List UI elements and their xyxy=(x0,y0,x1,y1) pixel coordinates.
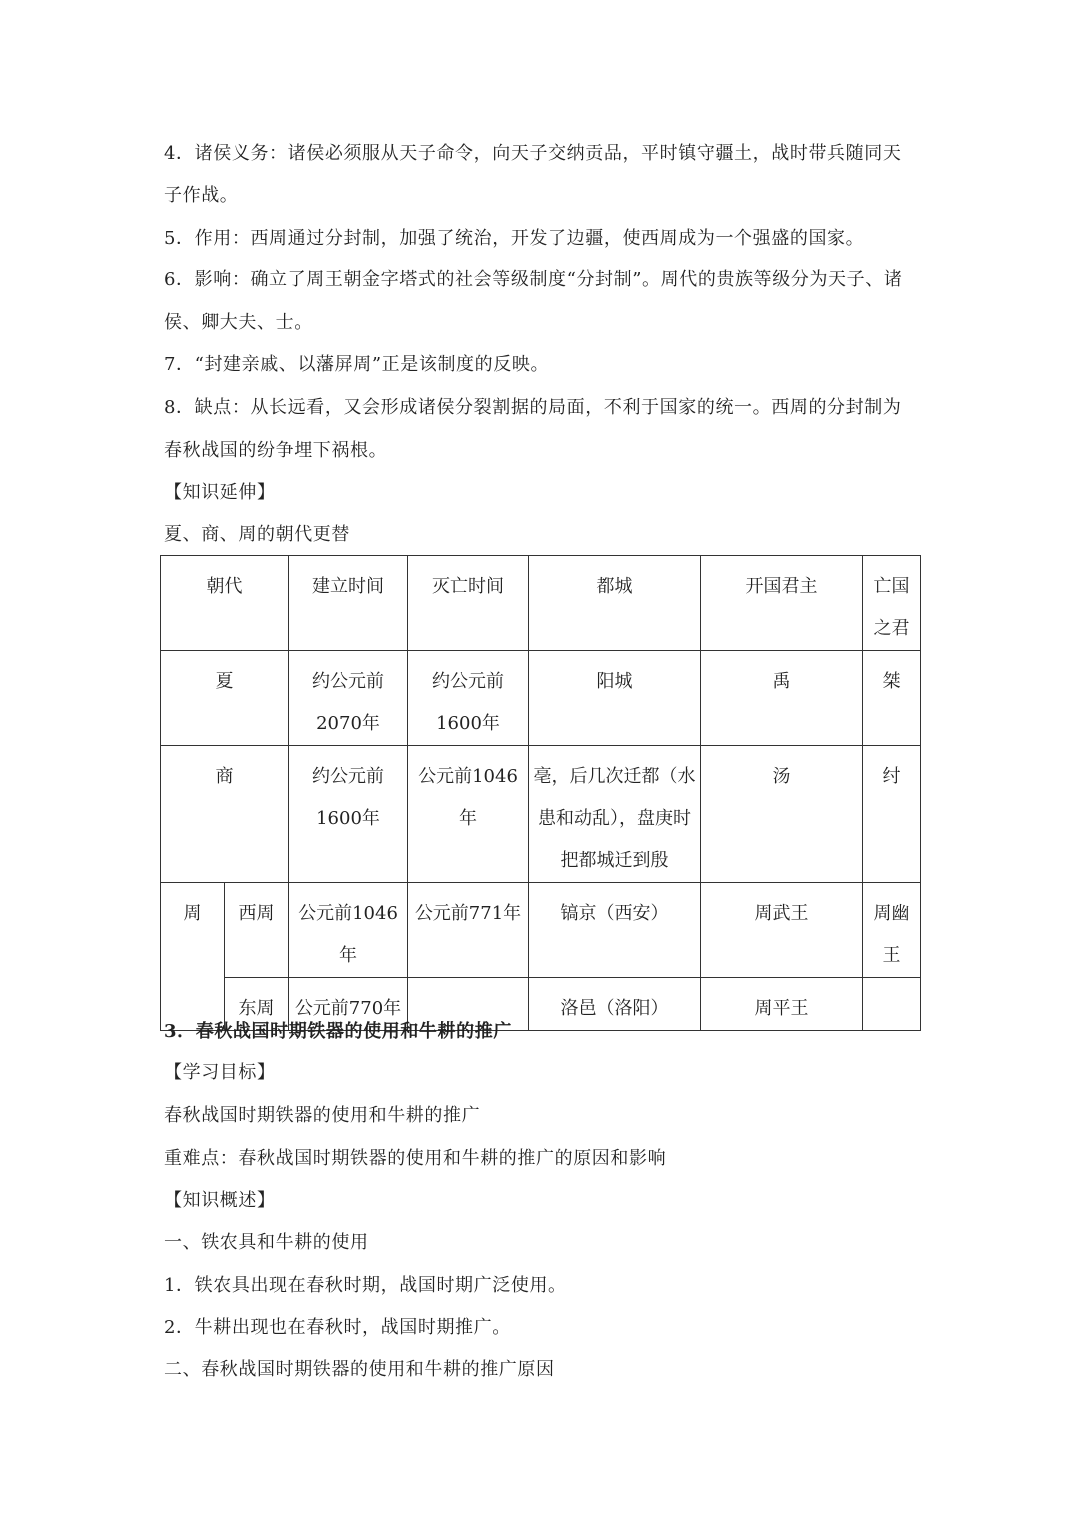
header-cell: 朝代 xyxy=(161,556,289,651)
cell: 洛邑（洛阳） xyxy=(529,978,701,1031)
subheading: 二、春秋战国时期铁器的使用和牛耕的推广原因 xyxy=(164,1359,555,1380)
cell: 西周 xyxy=(225,883,289,978)
paragraph-line: 6．影响：确立了周王朝金字塔式的社会等级制度“分封制”。周代的贵族等级分为天子、诸 xyxy=(164,269,903,290)
cell: 公元前770年 xyxy=(289,978,408,1031)
paragraph-line: 侯、卿大夫、士。 xyxy=(164,312,313,333)
table-row xyxy=(161,883,921,978)
dynasty-table xyxy=(160,555,921,1031)
header-cell: 亡国之君 xyxy=(863,556,921,651)
paragraph-line: 2．牛耕出现也在春秋时，战国时期推广。 xyxy=(164,1317,511,1338)
cell: 纣 xyxy=(863,746,921,883)
table-row xyxy=(161,746,921,883)
section-label: 【学习目标】 xyxy=(164,1062,276,1083)
section-label: 【知识延伸】 xyxy=(164,482,276,503)
cell: 夏 xyxy=(161,651,289,746)
cell: 阳城 xyxy=(529,651,701,746)
cell: 亳，后几次迁都（水患和动乱），盘庚时把都城迁到殷 xyxy=(529,746,701,883)
cell: 周 xyxy=(161,883,225,1031)
header-cell: 灭亡时间 xyxy=(408,556,529,651)
paragraph-line: 7．“封建亲戚、以藩屏周”正是该制度的反映。 xyxy=(164,354,550,375)
table-caption: 夏、商、周的朝代更替 xyxy=(164,524,350,545)
cell: 周平王 xyxy=(701,978,863,1031)
section-heading: 3．春秋战国时期铁器的使用和牛耕的推广 xyxy=(164,1021,512,1042)
paragraph-line: 4．诸侯义务：诸侯必须服从天子命令，向天子交纳贡品，平时镇守疆土，战时带兵随同天 xyxy=(164,143,902,164)
cell: 约公元前1600年 xyxy=(289,746,408,883)
cell: 周武王 xyxy=(701,883,863,978)
header-cell: 建立时间 xyxy=(289,556,408,651)
cell: 汤 xyxy=(701,746,863,883)
cell: 东周 xyxy=(225,978,289,1031)
cell xyxy=(863,978,921,1031)
cell: 周幽王 xyxy=(863,883,921,978)
cell: 镐京（西安） xyxy=(529,883,701,978)
subheading: 一、铁农具和牛耕的使用 xyxy=(164,1232,369,1253)
table-row xyxy=(161,651,921,746)
header-cell: 开国君主 xyxy=(701,556,863,651)
cell: 公元前1046年 xyxy=(408,746,529,883)
header-cell: 都城 xyxy=(529,556,701,651)
cell: 约公元前1600年 xyxy=(408,651,529,746)
cell: 桀 xyxy=(863,651,921,746)
paragraph-line: 重难点：春秋战国时期铁器的使用和牛耕的推广的原因和影响 xyxy=(164,1148,667,1169)
paragraph-line: 春秋战国时期铁器的使用和牛耕的推广 xyxy=(164,1105,481,1126)
cell: 约公元前2070年 xyxy=(289,651,408,746)
section-label: 【知识概述】 xyxy=(164,1190,276,1211)
cell: 公元前771年 xyxy=(408,883,529,978)
paragraph-line: 8．缺点：从长远看，又会形成诸侯分裂割据的局面，不利于国家的统一。西周的分封制为 xyxy=(164,397,902,418)
paragraph-line: 5．作用：西周通过分封制，加强了统治，开发了边疆，使西周成为一个强盛的国家。 xyxy=(164,228,865,249)
cell: 公元前1046年 xyxy=(289,883,408,978)
cell: 商 xyxy=(161,746,289,883)
cell: 禹 xyxy=(701,651,863,746)
table-header-row xyxy=(161,556,921,651)
paragraph-line: 1．铁农具出现在春秋时期，战国时期广泛使用。 xyxy=(164,1275,567,1296)
paragraph-line: 子作战。 xyxy=(164,185,239,206)
paragraph-line: 春秋战国的纷争埋下祸根。 xyxy=(164,440,388,461)
